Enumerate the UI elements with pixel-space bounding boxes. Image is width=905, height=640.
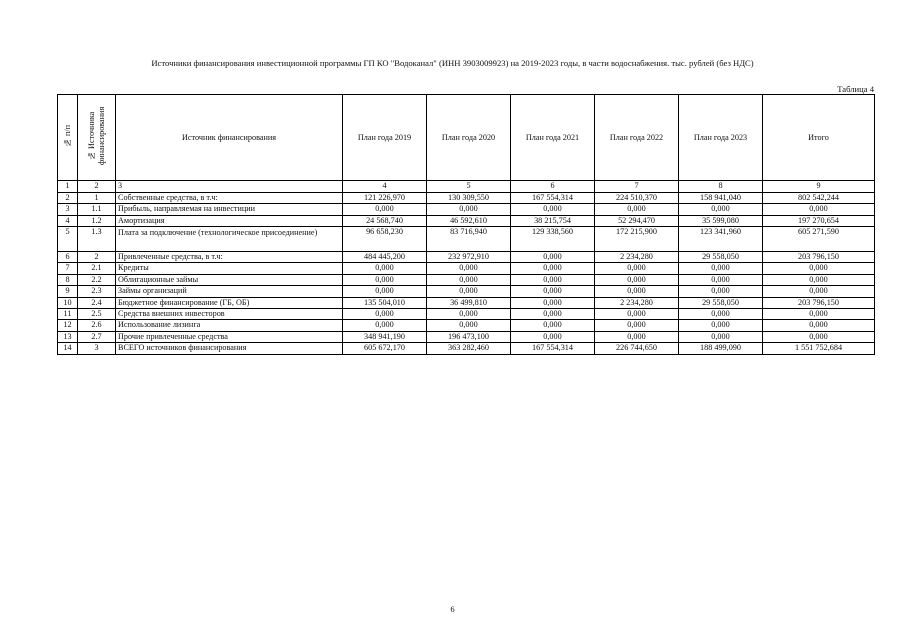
cell-total: 0,000 [763, 263, 875, 274]
header-2020: План года 2020 [427, 95, 511, 181]
cell-y2019: 348 941,190 [343, 331, 427, 342]
cell-y2021: 6 [511, 181, 595, 192]
cell-num: 9 [58, 286, 78, 297]
cell-total: 203 796,150 [763, 252, 875, 263]
table-row [58, 274, 875, 285]
cell-y2020: 196 473,100 [427, 331, 511, 342]
table-row [58, 286, 875, 297]
cell-code: 2.2 [78, 274, 116, 285]
cell-y2020: 0,000 [427, 274, 511, 285]
cell-y2019: 484 445,200 [343, 252, 427, 263]
cell-y2023: 0,000 [679, 309, 763, 320]
cell-y2022: 224 510,370 [595, 192, 679, 203]
header-2023: План года 2023 [679, 95, 763, 181]
cell-y2023: 29 558,050 [679, 252, 763, 263]
cell-y2021: 0,000 [511, 309, 595, 320]
cell-y2019: 0,000 [343, 204, 427, 215]
cell-y2021: 0,000 [511, 263, 595, 274]
cell-y2023: 123 341,960 [679, 227, 763, 252]
cell-y2023: 0,000 [679, 274, 763, 285]
cell-y2021: 0,000 [511, 252, 595, 263]
table-row [58, 252, 875, 263]
cell-y2023: 158 941,040 [679, 192, 763, 203]
cell-y2021: 129 338,560 [511, 227, 595, 252]
cell-num: 10 [58, 297, 78, 308]
table-label: Таблица 4 [837, 84, 874, 94]
cell-name: Использование лизинга [116, 320, 343, 331]
cell-total: 0,000 [763, 204, 875, 215]
cell-code: 2.4 [78, 297, 116, 308]
cell-y2023: 0,000 [679, 320, 763, 331]
cell-num: 5 [58, 227, 78, 252]
table-body [58, 181, 875, 354]
cell-num: 1 [58, 181, 78, 192]
cell-y2020: 0,000 [427, 263, 511, 274]
cell-y2022: 0,000 [595, 263, 679, 274]
cell-y2023: 188 499,090 [679, 343, 763, 354]
cell-num: 2 [58, 192, 78, 203]
cell-code: 2.7 [78, 331, 116, 342]
cell-name: Средства внешних инвесторов [116, 309, 343, 320]
cell-y2019: 605 672,170 [343, 343, 427, 354]
cell-y2019: 0,000 [343, 274, 427, 285]
cell-y2019: 4 [343, 181, 427, 192]
cell-y2021: 0,000 [511, 274, 595, 285]
cell-y2019: 0,000 [343, 286, 427, 297]
cell-name: Прибыль, направляемая на инвестиции [116, 204, 343, 215]
cell-num: 8 [58, 274, 78, 285]
cell-name: Собственные средства, в т.ч: [116, 192, 343, 203]
table-row [58, 263, 875, 274]
cell-code: 1.1 [78, 204, 116, 215]
cell-y2019: 96 658,230 [343, 227, 427, 252]
cell-y2022: 7 [595, 181, 679, 192]
cell-num: 7 [58, 263, 78, 274]
cell-y2023: 29 558,050 [679, 297, 763, 308]
table-row [58, 227, 875, 252]
cell-y2019: 135 504,010 [343, 297, 427, 308]
cell-y2023: 0,000 [679, 204, 763, 215]
cell-y2019: 24 568,740 [343, 215, 427, 226]
table-row [58, 343, 875, 354]
cell-y2022: 0,000 [595, 331, 679, 342]
table-row [58, 215, 875, 226]
table-row [58, 297, 875, 308]
table-row [58, 331, 875, 342]
header-2019: План года 2019 [343, 95, 427, 181]
header-num: № п/п [58, 95, 78, 181]
header-total: Итого [763, 95, 875, 181]
cell-name: Облигационные займы [116, 274, 343, 285]
cell-num: 6 [58, 252, 78, 263]
header-source-num: № Источника финансирования [78, 95, 116, 181]
cell-y2020: 0,000 [427, 320, 511, 331]
cell-name: Привлеченные средства, в т.ч: [116, 252, 343, 263]
cell-code: 2.5 [78, 309, 116, 320]
table-row [58, 192, 875, 203]
table-row [58, 181, 875, 192]
header-row [58, 95, 875, 181]
cell-num: 13 [58, 331, 78, 342]
cell-name: Амортизация [116, 215, 343, 226]
cell-name: Плата за подключение (технологическое присоединение) [116, 227, 343, 252]
cell-code: 1.3 [78, 227, 116, 252]
cell-y2022: 2 234,280 [595, 297, 679, 308]
cell-name: 3 [116, 181, 343, 192]
document-title: Источники финансирования инвестиционной программы ГП КО "Водоканал" (ИНН 3903009923) на 2019-2023 годы, в части водоснабжения. тыс. рублей (без НДС) [151, 58, 754, 68]
cell-total: 197 270,654 [763, 215, 875, 226]
cell-y2019: 0,000 [343, 309, 427, 320]
cell-code: 1.2 [78, 215, 116, 226]
cell-y2020: 46 592,610 [427, 215, 511, 226]
cell-code: 3 [78, 343, 116, 354]
cell-y2021: 0,000 [511, 204, 595, 215]
cell-y2022: 52 294,470 [595, 215, 679, 226]
cell-code: 2 [78, 252, 116, 263]
cell-total: 0,000 [763, 274, 875, 285]
cell-y2021: 167 554,314 [511, 192, 595, 203]
cell-num: 11 [58, 309, 78, 320]
table-row [58, 320, 875, 331]
cell-y2020: 5 [427, 181, 511, 192]
table-row [58, 204, 875, 215]
cell-code: 2 [78, 181, 116, 192]
cell-y2022: 172 215,900 [595, 227, 679, 252]
cell-y2022: 0,000 [595, 204, 679, 215]
cell-y2022: 0,000 [595, 309, 679, 320]
cell-y2023: 8 [679, 181, 763, 192]
cell-num: 14 [58, 343, 78, 354]
cell-y2021: 0,000 [511, 297, 595, 308]
cell-total: 0,000 [763, 286, 875, 297]
financing-table [57, 94, 875, 355]
table-row [58, 309, 875, 320]
cell-code: 2.1 [78, 263, 116, 274]
cell-y2020: 0,000 [427, 309, 511, 320]
cell-y2020: 0,000 [427, 286, 511, 297]
cell-name: Займы организаций [116, 286, 343, 297]
cell-name: Бюджетное финансирование (ГБ, ОБ) [116, 297, 343, 308]
cell-num: 12 [58, 320, 78, 331]
cell-y2021: 0,000 [511, 320, 595, 331]
cell-num: 3 [58, 204, 78, 215]
cell-total: 605 271,590 [763, 227, 875, 252]
cell-name: Прочие привлеченные средства [116, 331, 343, 342]
cell-y2020: 83 716,940 [427, 227, 511, 252]
cell-num: 4 [58, 215, 78, 226]
cell-y2021: 0,000 [511, 286, 595, 297]
cell-y2020: 363 282,460 [427, 343, 511, 354]
cell-y2021: 0,000 [511, 331, 595, 342]
cell-y2023: 0,000 [679, 286, 763, 297]
cell-y2019: 0,000 [343, 263, 427, 274]
cell-total: 0,000 [763, 320, 875, 331]
cell-y2022: 0,000 [595, 286, 679, 297]
cell-y2022: 226 744,650 [595, 343, 679, 354]
cell-y2021: 167 554,314 [511, 343, 595, 354]
cell-code: 2.6 [78, 320, 116, 331]
cell-y2023: 0,000 [679, 331, 763, 342]
cell-total: 9 [763, 181, 875, 192]
cell-y2023: 35 599,080 [679, 215, 763, 226]
cell-y2020: 232 972,910 [427, 252, 511, 263]
cell-y2019: 0,000 [343, 320, 427, 331]
cell-y2022: 0,000 [595, 320, 679, 331]
cell-y2020: 130 309,550 [427, 192, 511, 203]
cell-y2020: 36 499,810 [427, 297, 511, 308]
header-2022: План года 2022 [595, 95, 679, 181]
cell-code: 1 [78, 192, 116, 203]
cell-name: ВСЕГО источников финансирования [116, 343, 343, 354]
cell-y2022: 2 234,280 [595, 252, 679, 263]
cell-code: 2.3 [78, 286, 116, 297]
cell-y2021: 38 215,754 [511, 215, 595, 226]
cell-y2020: 0,000 [427, 204, 511, 215]
cell-y2019: 121 226,970 [343, 192, 427, 203]
cell-y2023: 0,000 [679, 263, 763, 274]
cell-name: Кредиты [116, 263, 343, 274]
header-2021: План года 2021 [511, 95, 595, 181]
header-source: Источник финансирования [116, 95, 343, 181]
cell-total: 0,000 [763, 331, 875, 342]
cell-y2022: 0,000 [595, 274, 679, 285]
cell-total: 802 542,244 [763, 192, 875, 203]
cell-total: 203 796,150 [763, 297, 875, 308]
cell-total: 1 551 752,684 [763, 343, 875, 354]
page-number: 6 [450, 604, 455, 614]
cell-total: 0,000 [763, 309, 875, 320]
